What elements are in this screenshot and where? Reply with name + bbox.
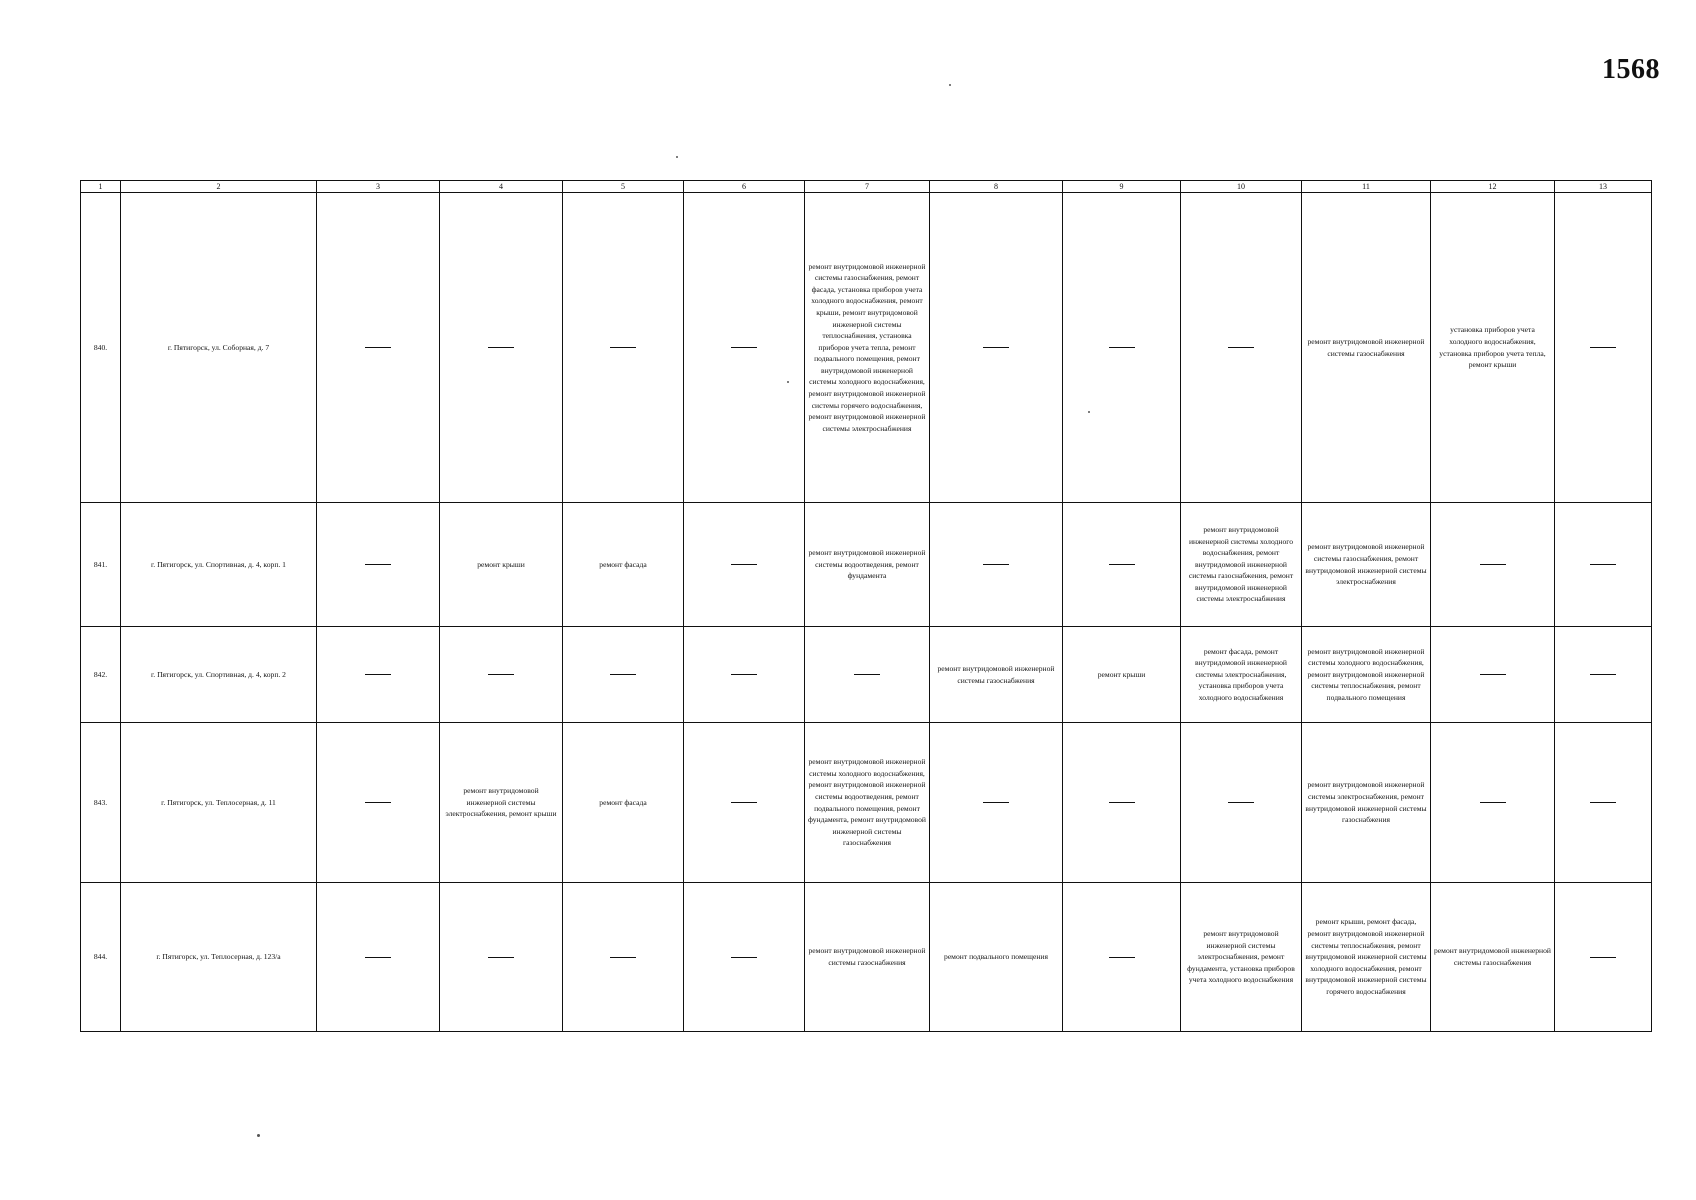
empty-dash-mark (1480, 564, 1506, 565)
works-cell: ремонт внутридомовой инженерной системы газоснабжения (805, 883, 930, 1032)
empty-dash-mark (1109, 347, 1135, 348)
empty-dash-mark (365, 564, 391, 565)
works-cell: ремонт внутридомовой инженерной системы электроснабжения, ремонт крыши (440, 723, 563, 883)
column-number-cell: 6 (684, 181, 805, 193)
works-cell (1063, 723, 1181, 883)
column-number-cell: 11 (1302, 181, 1431, 193)
column-number-cell: 2 (121, 181, 317, 193)
table-row (81, 193, 1652, 503)
works-cell (1555, 723, 1652, 883)
row-number-cell: 841. (81, 503, 121, 627)
works-cell: ремонт внутридомовой инженерной системы газоснабжения (1431, 883, 1555, 1032)
works-cell (684, 883, 805, 1032)
address-cell: г. Пятигорск, ул. Соборная, д. 7 (121, 193, 317, 503)
works-cell (1431, 723, 1555, 883)
empty-dash-mark (983, 347, 1009, 348)
empty-dash-mark (488, 347, 514, 348)
works-cell: ремонт внутридомовой инженерной системы холодного водоснабжения, ремонт внутридомовой инженерной системы теплоснабжения, ремонт подвального помещения (1302, 627, 1431, 723)
empty-dash-mark (610, 674, 636, 675)
table-row (81, 627, 1652, 723)
empty-dash-mark (854, 674, 880, 675)
works-cell (563, 627, 684, 723)
works-cell (317, 627, 440, 723)
works-cell: ремонт внутридомовой инженерной системы электроснабжения, ремонт внутридомовой инженерной системы газоснабжения (1302, 723, 1431, 883)
column-number-row (81, 181, 1652, 193)
empty-dash-mark (610, 347, 636, 348)
works-cell (684, 627, 805, 723)
column-number-cell: 7 (805, 181, 930, 193)
works-cell (1555, 503, 1652, 627)
works-cell: ремонт внутридомовой инженерной системы электроснабжения, ремонт фундамента, установка приборов учета холодного водоснабжения (1181, 883, 1302, 1032)
works-cell: ремонт внутридомовой инженерной системы газоснабжения, ремонт внутридомовой инженерной системы электроснабжения (1302, 503, 1431, 627)
row-number-cell: 840. (81, 193, 121, 503)
works-cell: ремонт фасада (563, 503, 684, 627)
empty-dash-mark (1109, 564, 1135, 565)
empty-dash-mark (1109, 957, 1135, 958)
empty-dash-mark (731, 674, 757, 675)
works-cell: ремонт крыши (440, 503, 563, 627)
empty-dash-mark (1109, 802, 1135, 803)
address-cell: г. Пятигорск, ул. Спортивная, д. 4, корп. 1 (121, 503, 317, 627)
row-number-cell: 844. (81, 883, 121, 1032)
works-cell (1555, 627, 1652, 723)
row-number-cell: 843. (81, 723, 121, 883)
empty-dash-mark (731, 564, 757, 565)
column-number-cell: 13 (1555, 181, 1652, 193)
works-cell (1431, 503, 1555, 627)
works-cell: ремонт внутридомовой инженерной системы холодного водоснабжения, ремонт внутридомовой инженерной системы водоотведения, ремонт подвального помещения, ремонт фундамента, ремонт внутридомовой инженерной системы газоснабжения (805, 723, 930, 883)
address-cell: г. Пятигорск, ул. Спортивная, д. 4, корп. 2 (121, 627, 317, 723)
works-cell: ремонт внутридомовой инженерной системы газоснабжения, ремонт фасада, установка приборов учета холодного водоснабжения, ремонт крыши, ремонт внутридомовой инженерной системы теплоснабжения, установка приборов учета тепла, ремонт подвального помещения, ремонт внутридомовой инженерной системы холодного водоснабжения, ремонт внутридомовой инженерной системы горячего водоснабжения, ремонт внутридомовой инженерной системы электроснабжения (805, 193, 930, 503)
works-cell: ремонт внутридомовой инженерной системы газоснабжения (930, 627, 1063, 723)
scan-speck (257, 1134, 260, 1137)
works-cell (1555, 193, 1652, 503)
repair-schedule-table (80, 180, 1652, 1032)
works-cell (1181, 193, 1302, 503)
empty-dash-mark (610, 957, 636, 958)
works-cell: ремонт фасада (563, 723, 684, 883)
address-cell: г. Пятигорск, ул. Теплосерная, д. 11 (121, 723, 317, 883)
works-cell: установка приборов учета холодного водоснабжения, установка приборов учета тепла, ремонт крыши (1431, 193, 1555, 503)
column-number-cell: 3 (317, 181, 440, 193)
works-cell (1555, 883, 1652, 1032)
empty-dash-mark (731, 957, 757, 958)
works-cell: ремонт крыши (1063, 627, 1181, 723)
works-cell (684, 503, 805, 627)
scan-speck (676, 156, 678, 158)
table-row (81, 883, 1652, 1032)
empty-dash-mark (1480, 802, 1506, 803)
works-cell (440, 883, 563, 1032)
empty-dash-mark (1480, 674, 1506, 675)
column-number-cell: 8 (930, 181, 1063, 193)
empty-dash-mark (1590, 674, 1616, 675)
works-cell: ремонт подвального помещения (930, 883, 1063, 1032)
works-cell: ремонт фасада, ремонт внутридомовой инженерной системы электроснабжения, установка приборов учета холодного водоснабжения (1181, 627, 1302, 723)
scan-speck (787, 381, 789, 383)
works-cell (805, 627, 930, 723)
empty-dash-mark (1590, 347, 1616, 348)
column-number-cell: 9 (1063, 181, 1181, 193)
empty-dash-mark (1228, 347, 1254, 348)
works-cell: ремонт внутридомовой инженерной системы газоснабжения (1302, 193, 1431, 503)
column-number-cell: 10 (1181, 181, 1302, 193)
works-cell (930, 503, 1063, 627)
works-cell (1063, 883, 1181, 1032)
works-cell (930, 723, 1063, 883)
empty-dash-mark (731, 347, 757, 348)
works-cell (1063, 193, 1181, 503)
column-number-cell: 5 (563, 181, 684, 193)
column-number-cell: 4 (440, 181, 563, 193)
works-cell (930, 193, 1063, 503)
empty-dash-mark (488, 674, 514, 675)
empty-dash-mark (365, 957, 391, 958)
empty-dash-mark (488, 957, 514, 958)
column-number-cell: 1 (81, 181, 121, 193)
empty-dash-mark (1590, 957, 1616, 958)
works-cell: ремонт крыши, ремонт фасада, ремонт внутридомовой инженерной системы теплоснабжения, ремонт внутридомовой инженерной системы холодного водоснабжения, ремонт внутридомовой инженерной системы горячего водоснабжения (1302, 883, 1431, 1032)
table-row (81, 723, 1652, 883)
works-cell (563, 883, 684, 1032)
empty-dash-mark (365, 674, 391, 675)
works-cell (1181, 723, 1302, 883)
scan-speck (949, 84, 951, 86)
scan-speck (1088, 411, 1090, 413)
page-number: 1568 (1602, 54, 1660, 85)
works-cell: ремонт внутридомовой инженерной системы холодного водоснабжения, ремонт внутридомовой инженерной системы газоснабжения, ремонт внутридомовой инженерной системы электроснабжения (1181, 503, 1302, 627)
empty-dash-mark (365, 802, 391, 803)
works-cell (317, 883, 440, 1032)
empty-dash-mark (983, 802, 1009, 803)
address-cell: г. Пятигорск, ул. Теплосерная, д. 123/а (121, 883, 317, 1032)
works-cell (317, 503, 440, 627)
column-number-cell: 12 (1431, 181, 1555, 193)
empty-dash-mark (1590, 802, 1616, 803)
row-number-cell: 842. (81, 627, 121, 723)
empty-dash-mark (1228, 802, 1254, 803)
empty-dash-mark (365, 347, 391, 348)
works-cell (1063, 503, 1181, 627)
works-cell (1431, 627, 1555, 723)
empty-dash-mark (983, 564, 1009, 565)
works-cell (440, 193, 563, 503)
works-cell: ремонт внутридомовой инженерной системы водоотведения, ремонт фундамента (805, 503, 930, 627)
works-cell (317, 193, 440, 503)
empty-dash-mark (731, 802, 757, 803)
works-cell (563, 193, 684, 503)
empty-dash-mark (1590, 564, 1616, 565)
works-cell (317, 723, 440, 883)
works-cell (684, 723, 805, 883)
works-cell (684, 193, 805, 503)
table-row (81, 503, 1652, 627)
works-cell (440, 627, 563, 723)
